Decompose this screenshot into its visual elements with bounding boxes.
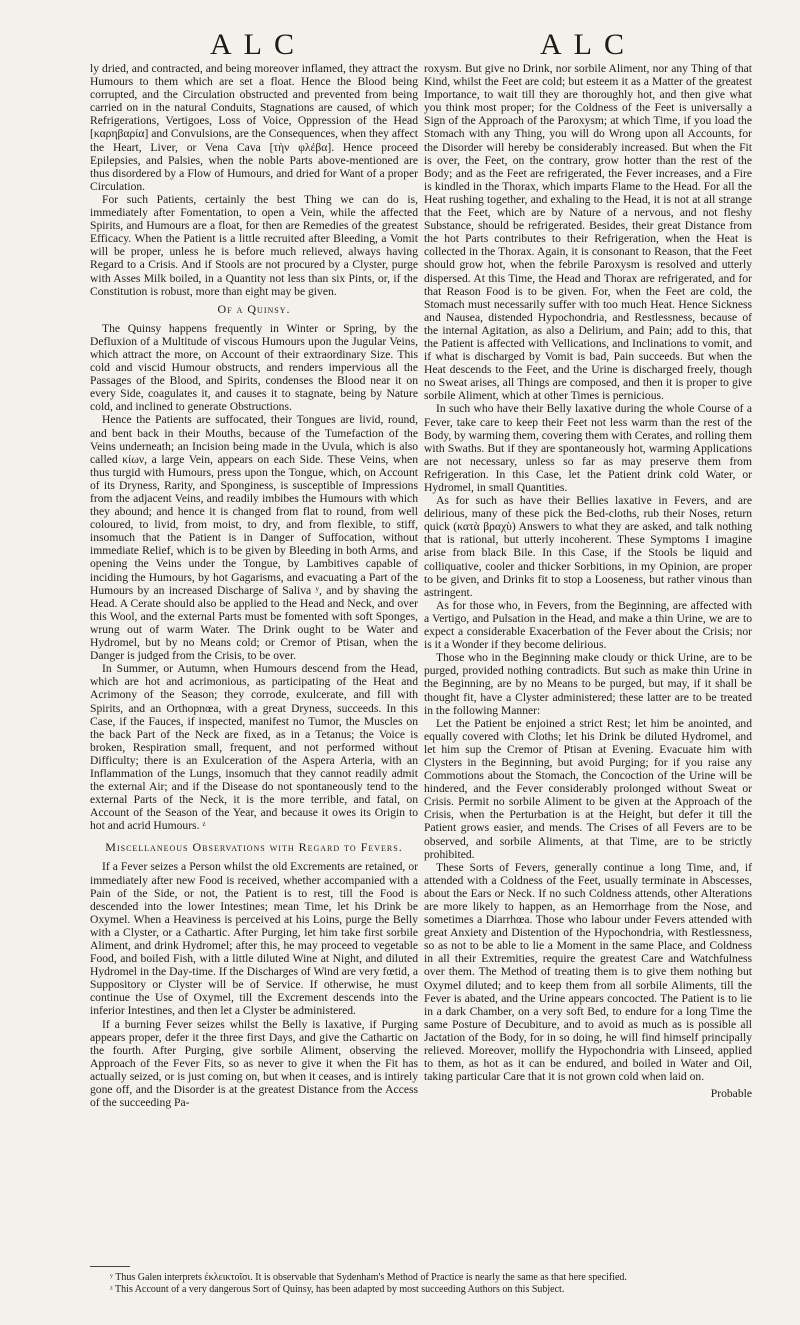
- right-column: [424, 62, 752, 1100]
- paragraph: Let the Patient be enjoined a strict Rest; let him be anointed, and equally covered with Cloths; let his Drink be diluted Hydromel, and let him sup the Cremor of Ptisan at Evening. Evacuate him with Clysters in the Beginning, but avoid Purging; for if you raise any Commotions about the Stomach, the Concoction of the Urine will be hindered, and the Fever considerably prolonged without Sweat or Crisis. Permit no sorbile Aliment to be given at the Approach of the Crisis, when the Perturbation is at the Height, but defer it till the Patient grows easier, and mends. The Crises of all Fevers are to be observed, and sorbile Aliments, at that Time, are to be strictly prohibited.: [424, 716, 752, 861]
- section-heading-fevers: Miscellaneous Observations with Regard to Fevers.: [105, 840, 403, 855]
- section-heading-quinsy: Of a Quinsy.: [217, 301, 291, 316]
- paragraph: If a burning Fever seizes whilst the Belly is laxative, if Purging appears proper, defer it the three first Days, and give the Cathartic on the fourth. After Purging, give sorbile Aliment, observing the Approach of the Fever Fits, so as never to give it when the Fit has actually seized, or is just coming on, but when it ceases, and is intirely gone off, and the Disorder is at the greatest Distance from the Access of the succeeding Pa-: [90, 1017, 418, 1110]
- footnote-y: ʸ Thus Galen interprets ἐκλεικτοῖσι. It is observable that Sydenham's Method of Practice is nearly the same as that here specified.: [110, 1272, 627, 1283]
- paragraph: The Quinsy happens frequently in Winter or Spring, by the Defluxion of a Multitude of viscous Humours upon the Jugular Veins, which attract the more, on Account of their extraordinary Size. This cold and viscid Humour obstructs, and renders impervious all the Passages of the Blood, and Spirits, condenses the Blood near it on every Side, coagulates it, and causes it to stagnate, being by Nature cold, and inclined to generate Obstructions.: [90, 321, 418, 414]
- paragraph: These Sorts of Fevers, generally continue a long Time, and, if attended with a Coldness of the Feet, usually terminate in Abscesses, about the Ears or Neck. If no such Coldness attends, other Alterations are more likely to happen, as an Hemorrhage from the Nose, and sometimes a Diarrhœa. Those who labour under Fevers attended with great Anxiety and Distention of the Hypochondria, with Restlessness, so as not to be able to lie a Moment in the same Place, and Coldness in all their Extremities, require the greatest Care and Watchfulness over them. The Method of treating them is to give them nothing but Oxymel diluted; and to keep them from all sorbile Aliments, till the Fever is abated, and the Urine appears concocted. The Patient is to lie in a dark Chamber, on a very soft Bed, to endure for a long Time the same Posture of Decubiture, and to avoid as much as is possible all Jactation of the Body, for in so doing, he will find himself principally relieved. Moreover, mollify the Hypochondria with Linseed, applied to them, as hot as it can be endured, and boiled in Water and Oil, taking particular Care that it is not grown cold when laid on.: [424, 860, 752, 1084]
- running-head-right: ALC: [540, 28, 636, 61]
- paragraph: In Summer, or Autumn, when Humours descend from the Head, which are hot and acrimonious, as participating of the Heat and Acrimony of the Season; they corrode, exulcerate, and fill with Spirits, and an Orthopnœa, with a great Dryness, succeeds. In this Case, if the Fauces, if inspected, manifest no Tumor, the Muscles on the back Part of the Neck are fixed, as in a Tetanus; the Voice is broken, Respiration small, frequent, and not performed without Difficulty; there is an Exulceration of the Aspera Arteria, with an Inflammation of the Lungs, insomuch that they cannot readily admit the external Air; and if the Disease do not spontaneously tend to the external Parts of the Neck, it is the more terrible, and fatal, on Account of the Season of the Year, and because it owes its Origin to hot and acrid Humours. ᶻ: [90, 662, 418, 833]
- footnote-rule: [90, 1266, 130, 1267]
- running-head-left: ALC: [210, 28, 306, 61]
- footnotes: [110, 1272, 750, 1296]
- paragraph: In such who have their Belly laxative during the whole Course of a Fever, take care to keep their Feet not less warm than the rest of the Body, by warming them, covering them with Cerates, and rolling them with Swaths. But if they are spontaneously hot, warming Applications are not necessary, unless so far as may preserve them from Refrigeration. In this Case, let the Patient drink cold Water, or Hydromel, in small Quantities.: [424, 402, 752, 494]
- left-column: [90, 62, 418, 1109]
- paragraph: Those who in the Beginning make cloudy or thick Urine, are to be purged, provided nothing contradicts. But such as make thin Urine in the Beginning, are by no Means to be purged, but may, if it shall be thought fit, have a Clyster administered; these latter are to be treated in the following Manner:: [424, 651, 752, 717]
- paragraph: For such Patients, certainly the best Thing we can do is, immediately after Fomentation, to open a Vein, while the affected Spirits, and Humours are a float, for then are Remedies of the greatest Efficacy. When the Patient is a little recruited after Bleeding, a Vomit will be proper, unless he is before much relieved, always having Regard to a Crisis. And if Stools are not procured by a Clyster, purge with Asses Milk boiled, in a Quantity not less than six Pints, or, if the Constitution is robust, more than eight may be given.: [90, 192, 418, 298]
- paragraph: ly dried, and contracted, and being moreover inflamed, they attract the Humours to them which are set a float. Hence the Blood being corrupted, and the Circulation obstructed and prevented from being carried on in the natural Conduits, Stagnations are caused, of which Refrigerations, Vertigoes, Loss of Voice, Oppression of the Head [καρηβαρία] and Convulsions, are the Consequences, when they affect the Heart, Liver, or Vena Cava [τὴν φλέβα]. Hence proceed Epilepsies, and Palsies, when the noble Parts above-mentioned are thus disordered by a Flow of Humours, and dried for Want of a proper Circulation.: [90, 62, 418, 193]
- paragraph: As for such as have their Bellies laxative in Fevers, and are delirious, many of these pick the Bed-cloths, rub their Noses, return quick (κατὰ βραχὺ) Answers to what they are asked, and talk nothing that is rational, but utterly incoherent. These Symptoms I imagine arise from black Bile. In this Case, if the Stools be liquid and colliquative, cooler and thicker Sorbitions, in my Opinion, are proper to be given, and Drinks fit to stop a Looseness, but rather vinous than astringent.: [424, 494, 752, 599]
- catchword: Probable: [710, 1087, 752, 1101]
- paragraph: As for those who, in Fevers, from the Beginning, are affected with a Vertigo, and Pulsation in the Head, and make a thin Urine, we are to expect a considerable Exacerbation of the Fever about the Crisis; nor is it a Wonder if they become delirious.: [424, 598, 752, 652]
- paragraph: If a Fever seizes a Person whilst the old Excrements are retained, or immediately after new Food is received, whether accompanied with a Pain of the Side, or not, the Patient is to rest, till the Food is descended into the lower Intestines; mean Time, let his Drink be Oxymel. When a Heaviness is perceived at his Loins, purge the Belly with a Clyster, or a Cathartic. After Purging, let him take first sorbile Aliment, and drink Hydromel; after this, he may proceed to vegetable Food, and boiled Fish, with a little diluted Wine at Night, and diluted Hydromel in the Day-time. If the Discharges of Wind are very fœtid, a Suppository or Clyster will be of Service. If otherwise, he must continue the Use of Oxymel, till the Excrement descends into the inferior Intestines, and then let a Clyster be administered.: [90, 860, 418, 1018]
- paragraph: roxysm. But give no Drink, nor sorbile Aliment, nor any Thing of that Kind, whilst the Feet are cold; but esteem it as a Matter of the greatest Importance, to wait till they are thoroughly hot, and then give what you think most proper; for the Coldness of the Feet is universally a Sign of the Approach of the Paroxysm; at which Time, if you load the Stomach with any Thing, you will do Wrong upon all Accounts, for the Disorder will hereby be considerably increased. But when the Fit is over, the Feet, on the contrary, grow hotter than the rest of the Body; and as the Feet are refrigerated, the Fever increases, and a Fire is kindled in the Thorax, which imparts Flame to the Head. For all the Heat rushing together, and exhaling to the Head, it is not at all strange that the Feet, which are by Nature of a nervous, and not fleshy Substance, should be refrigerated. Besides, their great Distance from the hot Parts contributes to their Refrigeration, when the Heat is collected in the Thorax. Again, it is consonant to Reason, that the Feet should grow hot, when the febrile Paroxysm is resolved and utterly dispersed. At this Time, the Head and Thorax are refrigerated, and for that Reason Food is to be given. For, when the Feet are cold, the Stomach must necessarily suffer with too much Heat. Hence Sickness and Nausea, distended Hypochondria, and Restlessness, because of the internal Agitation, as also a Delirium, and Pain; add to this, that the Patient is affected with Vellications, and Inclinations to vomit, and if what is discharged by Vomit is bad, Pain succeeds. But when the Heat descends to the Feet, and the Urine is discharged freely, though no Sweat arises, all Things are composed, and then it is proper to give sorbile Aliment, which at other Times is pernicious.: [424, 62, 752, 403]
- paragraph: Hence the Patients are suffocated, their Tongues are livid, round, and bent back in their Mouths, because of the Tumefaction of the Veins underneath; an Incision being made in the Uvula, which is also called κίων, a large Vein, appears on each Side. These Veins, when thus turgid with Humours, press upon the Tongue, which, on Account of its Dryness, Rarity, and Sponginess, is susceptible of Impressions from the adjacent Veins, and readily imbibes the Humours with which they abound; and hence it is changed from flat to round, from well coloured, to livid, from moist, to dry, and from flexible, to stiff, insomuch that the Patient is in Danger of Suffocation, without immediate Relief, which is to be given by Bleeding in both Arms, and opening the Veins under the Tongue, by Lambitives capable of inciding the Humours, by hot Gagarisms, and evacuating a Part of the Humours by an increased Discharge of Saliva ʸ, and by shaving the Head. A Cerate should also be applied to the Head and Neck, and over this Wool, and the external Parts must be fomented with soft Sponges, wrung out of warm Water. The Drink ought to be Water and Hydromel, but by no Means cold; or Cremor of Ptisan, when the Danger is judged from the Crisis, to be over.: [90, 413, 418, 663]
- footnote-z: ᶻ This Account of a very dangerous Sort of Quinsy, has been adapted by most succeeding Authors on this Subject.: [110, 1284, 565, 1295]
